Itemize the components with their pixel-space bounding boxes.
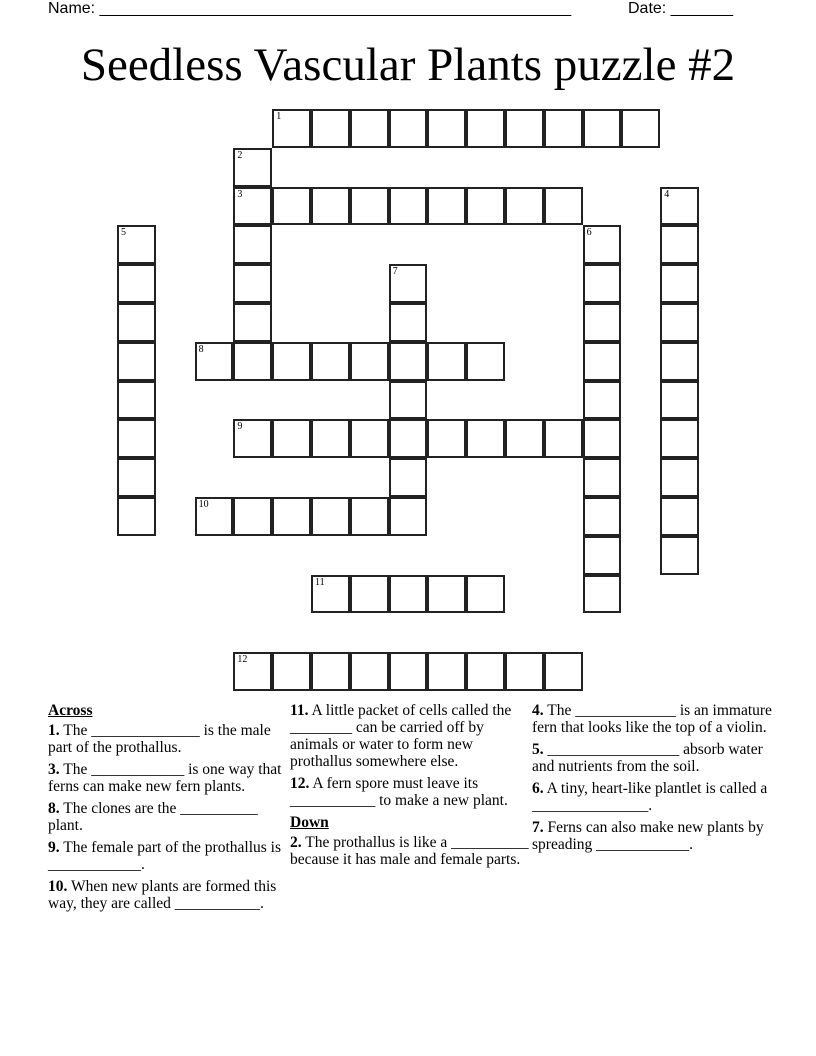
clue-across-11: 11. A little packet of cells called the ________ can be carried off by animals or water to form new prothallus somewhere else. — [290, 702, 512, 770]
grid-cell[interactable] — [660, 225, 699, 264]
clue-down-5: 5. _________________ absorb water and nutrients from the soil. — [532, 741, 763, 775]
clue-number: 6 — [586, 227, 592, 239]
clue-down-6: 6. A tiny, heart-like plantlet is called a _______________. — [532, 780, 768, 814]
grid-cell[interactable] — [350, 652, 389, 691]
grid-cell[interactable] — [660, 419, 699, 458]
grid-cell[interactable] — [466, 652, 505, 691]
clue-across-3: 3. The ____________ is one way that ferns can make new fern plants. — [48, 761, 282, 795]
grid-cell[interactable] — [544, 109, 583, 148]
date-field[interactable]: Date: _______ — [628, 0, 733, 17]
grid-cell[interactable] — [544, 652, 583, 691]
grid-cell[interactable] — [583, 458, 622, 497]
grid-cell[interactable] — [233, 342, 272, 381]
grid-cell[interactable] — [350, 187, 389, 226]
grid-cell[interactable] — [583, 264, 622, 303]
grid-cell[interactable] — [389, 419, 428, 458]
grid-cell[interactable] — [389, 458, 428, 497]
grid-cell[interactable] — [233, 187, 272, 226]
clue-down-7: 7. Ferns can also make new plants by spreading ____________. — [532, 819, 764, 853]
grid-cell[interactable] — [233, 419, 272, 458]
clues-column-1 — [48, 702, 288, 917]
grid-cell[interactable] — [117, 381, 156, 420]
clue-across-1: 1. The ______________ is the male part of the prothallus. — [48, 722, 271, 756]
clue-number: 11 — [315, 576, 325, 588]
clue-down-4: 4. The _____________ is an immature fern that looks like the top of a violin. — [532, 702, 772, 736]
grid-cell[interactable] — [621, 109, 660, 148]
grid-cell[interactable] — [466, 419, 505, 458]
grid-cell[interactable] — [311, 187, 350, 226]
name-field[interactable]: Name: _____________________________________________________ — [48, 0, 572, 17]
grid-cell[interactable] — [233, 652, 272, 691]
grid-cell[interactable] — [389, 342, 428, 381]
grid-cell[interactable] — [466, 109, 505, 148]
clue-number: 4 — [664, 188, 670, 200]
grid-cell[interactable] — [311, 109, 350, 148]
grid-cell[interactable] — [583, 575, 622, 614]
grid-cell[interactable] — [350, 342, 389, 381]
clue-across-9: 9. The female part of the prothallus is ____________. — [48, 839, 282, 873]
grid-cell[interactable] — [389, 264, 428, 303]
grid-cell[interactable] — [350, 575, 389, 614]
down-heading: Down — [290, 814, 329, 831]
grid-cell[interactable] — [427, 652, 466, 691]
grid-cell[interactable] — [272, 109, 311, 148]
grid-cell[interactable] — [466, 187, 505, 226]
grid-cell[interactable] — [466, 575, 505, 614]
grid-cell[interactable] — [117, 342, 156, 381]
grid-cell[interactable] — [583, 497, 622, 536]
grid-cell[interactable] — [427, 109, 466, 148]
clue-down-2: 2. The prothallus is like a __________ because it has male and female parts. — [290, 834, 529, 868]
clue-number: 8 — [198, 343, 204, 355]
grid-cell[interactable] — [660, 303, 699, 342]
grid-cell[interactable] — [233, 148, 272, 187]
grid-cell[interactable] — [350, 419, 389, 458]
grid-cell[interactable] — [195, 342, 234, 381]
grid-cell[interactable] — [505, 419, 544, 458]
clues-column-3 — [532, 702, 772, 858]
clue-number: 5 — [121, 227, 126, 239]
grid-cell[interactable] — [311, 342, 350, 381]
grid-cell[interactable] — [583, 536, 622, 575]
grid-cell[interactable] — [505, 109, 544, 148]
grid-cell[interactable] — [389, 109, 428, 148]
grid-cell[interactable] — [544, 187, 583, 226]
grid-cell[interactable] — [660, 187, 699, 226]
grid-cell[interactable] — [544, 419, 583, 458]
clue-number: 2 — [237, 149, 243, 161]
grid-cell[interactable] — [660, 497, 699, 536]
grid-cell[interactable] — [311, 652, 350, 691]
grid-cell[interactable] — [389, 187, 428, 226]
grid-cell[interactable] — [660, 264, 699, 303]
page-title: Seedless Vascular Plants puzzle #2 — [80, 39, 736, 91]
grid-cell[interactable] — [389, 497, 428, 536]
grid-cell[interactable] — [427, 575, 466, 614]
grid-cell[interactable] — [311, 419, 350, 458]
grid-cell[interactable] — [233, 225, 272, 264]
clue-number: 1 — [276, 111, 282, 122]
grid-cell[interactable] — [272, 652, 311, 691]
grid-cell[interactable] — [233, 497, 272, 536]
grid-cell[interactable] — [272, 419, 311, 458]
grid-cell[interactable] — [466, 342, 505, 381]
grid-cell[interactable] — [389, 575, 428, 614]
grid-cell[interactable] — [117, 303, 156, 342]
grid-cell[interactable] — [272, 187, 311, 226]
grid-cell[interactable] — [505, 652, 544, 691]
grid-cell[interactable] — [660, 342, 699, 381]
grid-cell[interactable] — [195, 497, 234, 536]
grid-cell[interactable] — [427, 419, 466, 458]
clue-number: 12 — [237, 654, 248, 666]
clue-across-10: 10. When new plants are formed this way, they are called ___________. — [48, 878, 277, 912]
clue-across-12: 12. A fern spore must leave its ___________ to make a new plant. — [290, 775, 508, 809]
grid-cell[interactable] — [660, 381, 699, 420]
grid-cell[interactable] — [117, 419, 156, 458]
grid-cell[interactable] — [117, 458, 156, 497]
grid-cell[interactable] — [427, 187, 466, 226]
clues-column-2 — [290, 702, 530, 873]
grid-cell[interactable] — [233, 264, 272, 303]
grid-cell[interactable] — [583, 419, 622, 458]
grid-cell[interactable] — [389, 303, 428, 342]
clue-number: 3 — [237, 188, 243, 200]
grid-cell[interactable] — [583, 381, 622, 420]
grid-cell[interactable] — [389, 652, 428, 691]
grid-cell[interactable] — [505, 187, 544, 226]
grid-cell[interactable] — [660, 536, 699, 575]
grid-cell[interactable] — [117, 225, 156, 264]
grid-cell[interactable] — [583, 109, 622, 148]
grid-cell[interactable] — [583, 342, 622, 381]
clue-across-8: 8. The clones are the __________ plant. — [48, 800, 258, 834]
grid-cell[interactable] — [117, 264, 156, 303]
clue-number: 10 — [198, 499, 209, 510]
grid-cell[interactable] — [389, 381, 428, 420]
grid-cell[interactable] — [583, 225, 622, 264]
grid-cell[interactable] — [272, 497, 311, 536]
clue-number: 7 — [392, 266, 398, 278]
grid-cell[interactable] — [311, 497, 350, 536]
clue-number: 9 — [237, 421, 243, 433]
grid-cell[interactable] — [117, 497, 156, 536]
grid-cell[interactable] — [233, 303, 272, 342]
grid-cell[interactable] — [660, 458, 699, 497]
grid-cell[interactable] — [272, 342, 311, 381]
grid-cell[interactable] — [583, 303, 622, 342]
grid-cell[interactable] — [350, 109, 389, 148]
grid-cell[interactable] — [427, 342, 466, 381]
across-heading: Across — [48, 702, 93, 719]
grid-cell[interactable] — [350, 497, 389, 536]
grid-cell[interactable] — [311, 575, 350, 614]
